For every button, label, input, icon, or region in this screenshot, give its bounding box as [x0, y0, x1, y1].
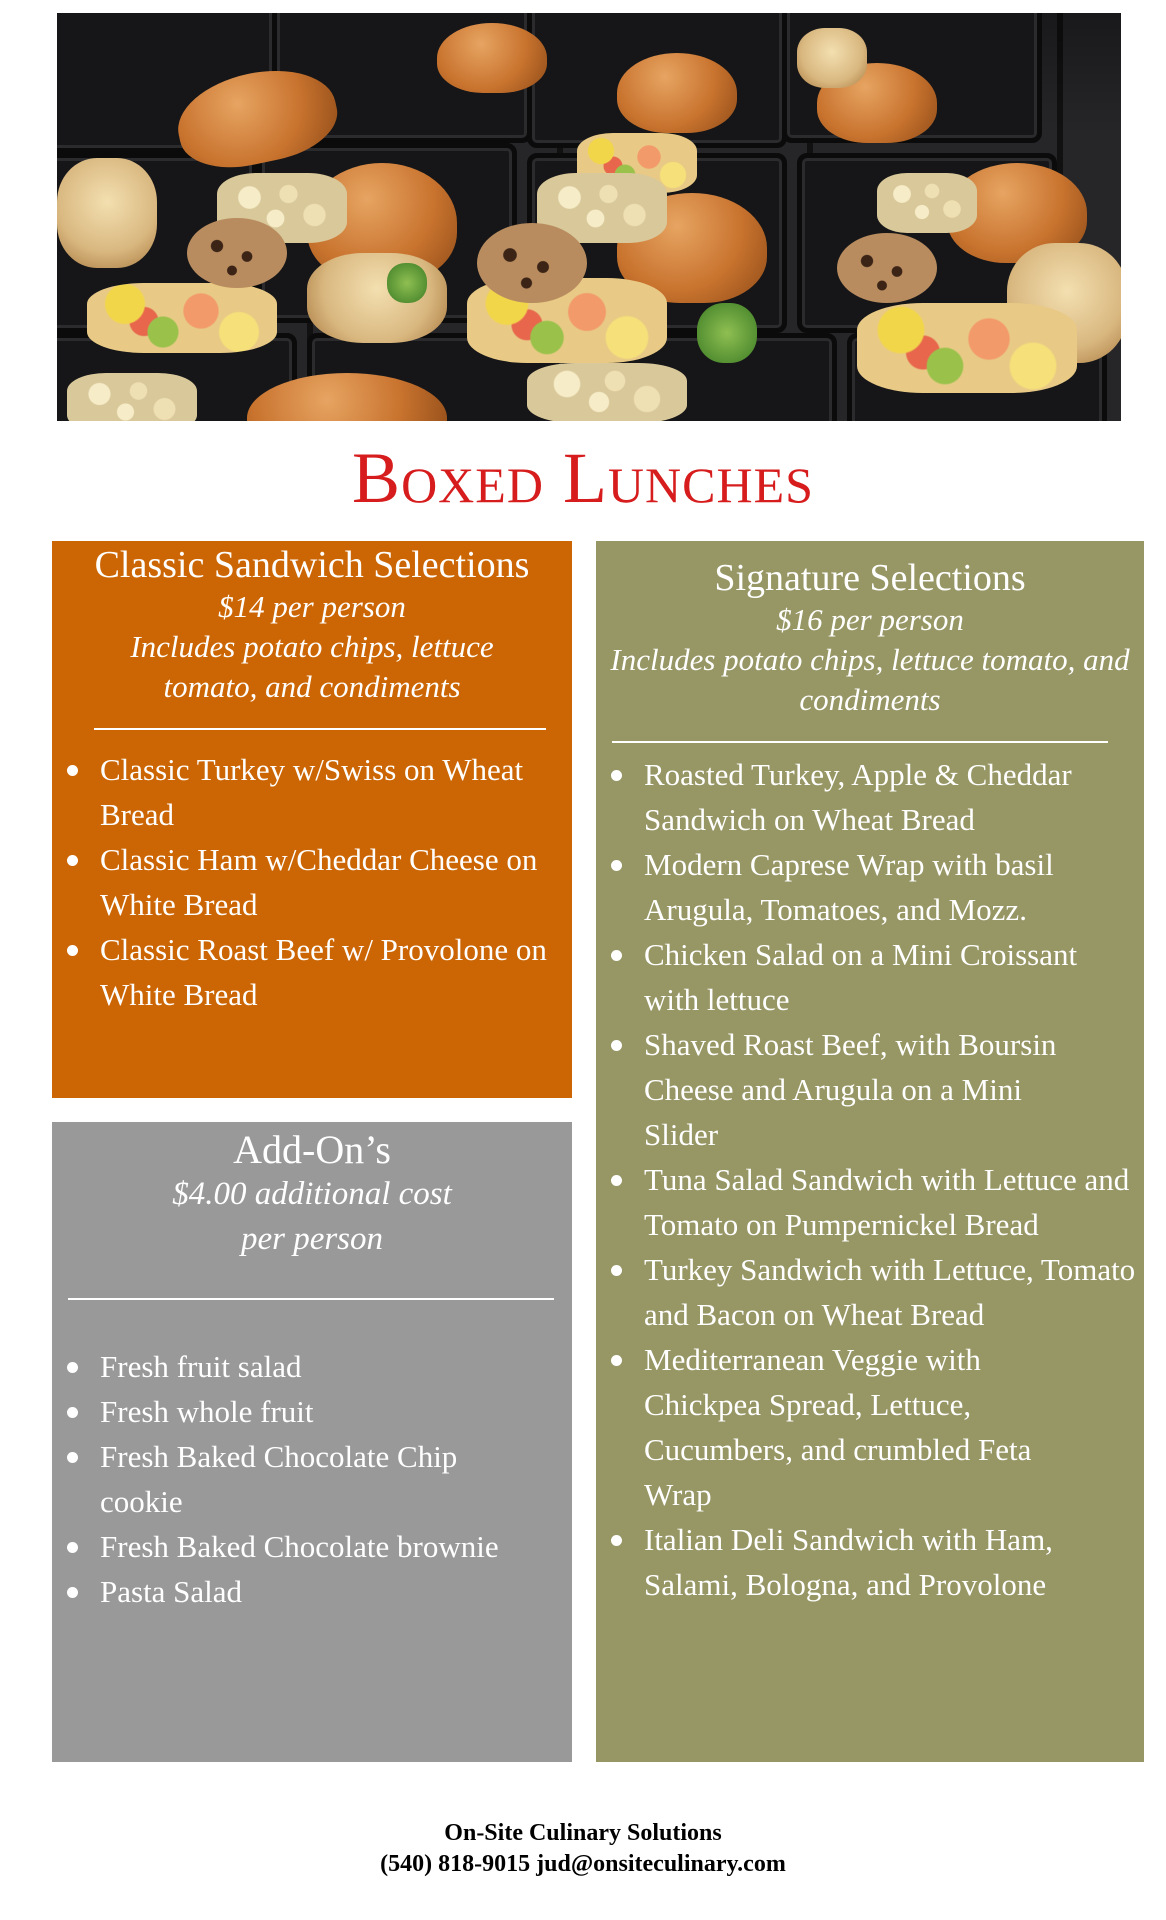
addons-panel: [52, 1122, 572, 1762]
list-item: Fresh fruit salad: [52, 1344, 562, 1389]
signature-heading: Signature Selections: [714, 557, 1026, 599]
list-item: Roasted Turkey, Apple & Cheddar Sandwich on Wheat Bread: [596, 752, 1136, 842]
addons-item-list: [52, 1344, 562, 1614]
classic-sandwich-panel: [52, 541, 572, 1098]
list-item: Shaved Roast Beef, with Boursin Cheese and Arugula on a Mini Slider: [596, 1022, 1136, 1157]
signature-price: $16 per person: [776, 602, 964, 637]
classic-includes: Includes potato chips, lettuce tomato, and condiments: [130, 629, 494, 704]
contact-footer: [0, 1818, 1166, 1880]
classic-heading: Classic Sandwich Selections: [94, 544, 530, 586]
classic-item-list: [52, 747, 562, 1017]
signature-panel: [596, 541, 1144, 1762]
list-item: Fresh whole fruit: [52, 1389, 562, 1434]
list-item: Pasta Salad: [52, 1569, 562, 1614]
list-item: Chicken Salad on a Mini Croissant with lettuce: [596, 932, 1136, 1022]
signature-divider: [612, 741, 1108, 743]
list-item: Classic Ham w/Cheddar Cheese on White Bread: [52, 837, 562, 927]
list-item: Modern Caprese Wrap with basil Arugula, Tomatoes, and Mozz.: [596, 842, 1136, 932]
page-title: Boxed Lunches: [352, 438, 814, 518]
signature-item-list: [596, 752, 1136, 1607]
list-item: Fresh Baked Chocolate Chip cookie: [52, 1434, 562, 1524]
list-item: Tuna Salad Sandwich with Lettuce and Tomato on Pumpernickel Bread: [596, 1157, 1136, 1247]
classic-price: $14 per person: [218, 589, 406, 624]
addons-price: $4.00 additional cost per person: [172, 1176, 452, 1257]
list-item: Fresh Baked Chocolate brownie: [52, 1524, 562, 1569]
addons-divider: [68, 1298, 554, 1300]
list-item: Turkey Sandwich with Lettuce, Tomato and Bacon on Wheat Bread: [596, 1247, 1136, 1337]
addons-heading: Add-On’s: [233, 1127, 391, 1172]
contact-info: (540) 818-9015 jud@onsiteculinary.com: [380, 1851, 786, 1877]
list-item: Italian Deli Sandwich with Ham, Salami, Bologna, and Provolone: [596, 1517, 1136, 1607]
list-item: Classic Roast Beef w/ Provolone on White Bread: [52, 927, 562, 1017]
classic-divider: [94, 728, 546, 730]
list-item: Mediterranean Veggie with Chickpea Spread, Lettuce, Cucumbers, and crumbled Feta Wrap: [596, 1337, 1136, 1517]
signature-includes: Includes potato chips, lettuce tomato, and condiments: [610, 642, 1130, 717]
boxed-lunch-photo: [57, 13, 1121, 421]
company-name: On-Site Culinary Solutions: [444, 1820, 722, 1846]
list-item: Classic Turkey w/Swiss on Wheat Bread: [52, 747, 562, 837]
